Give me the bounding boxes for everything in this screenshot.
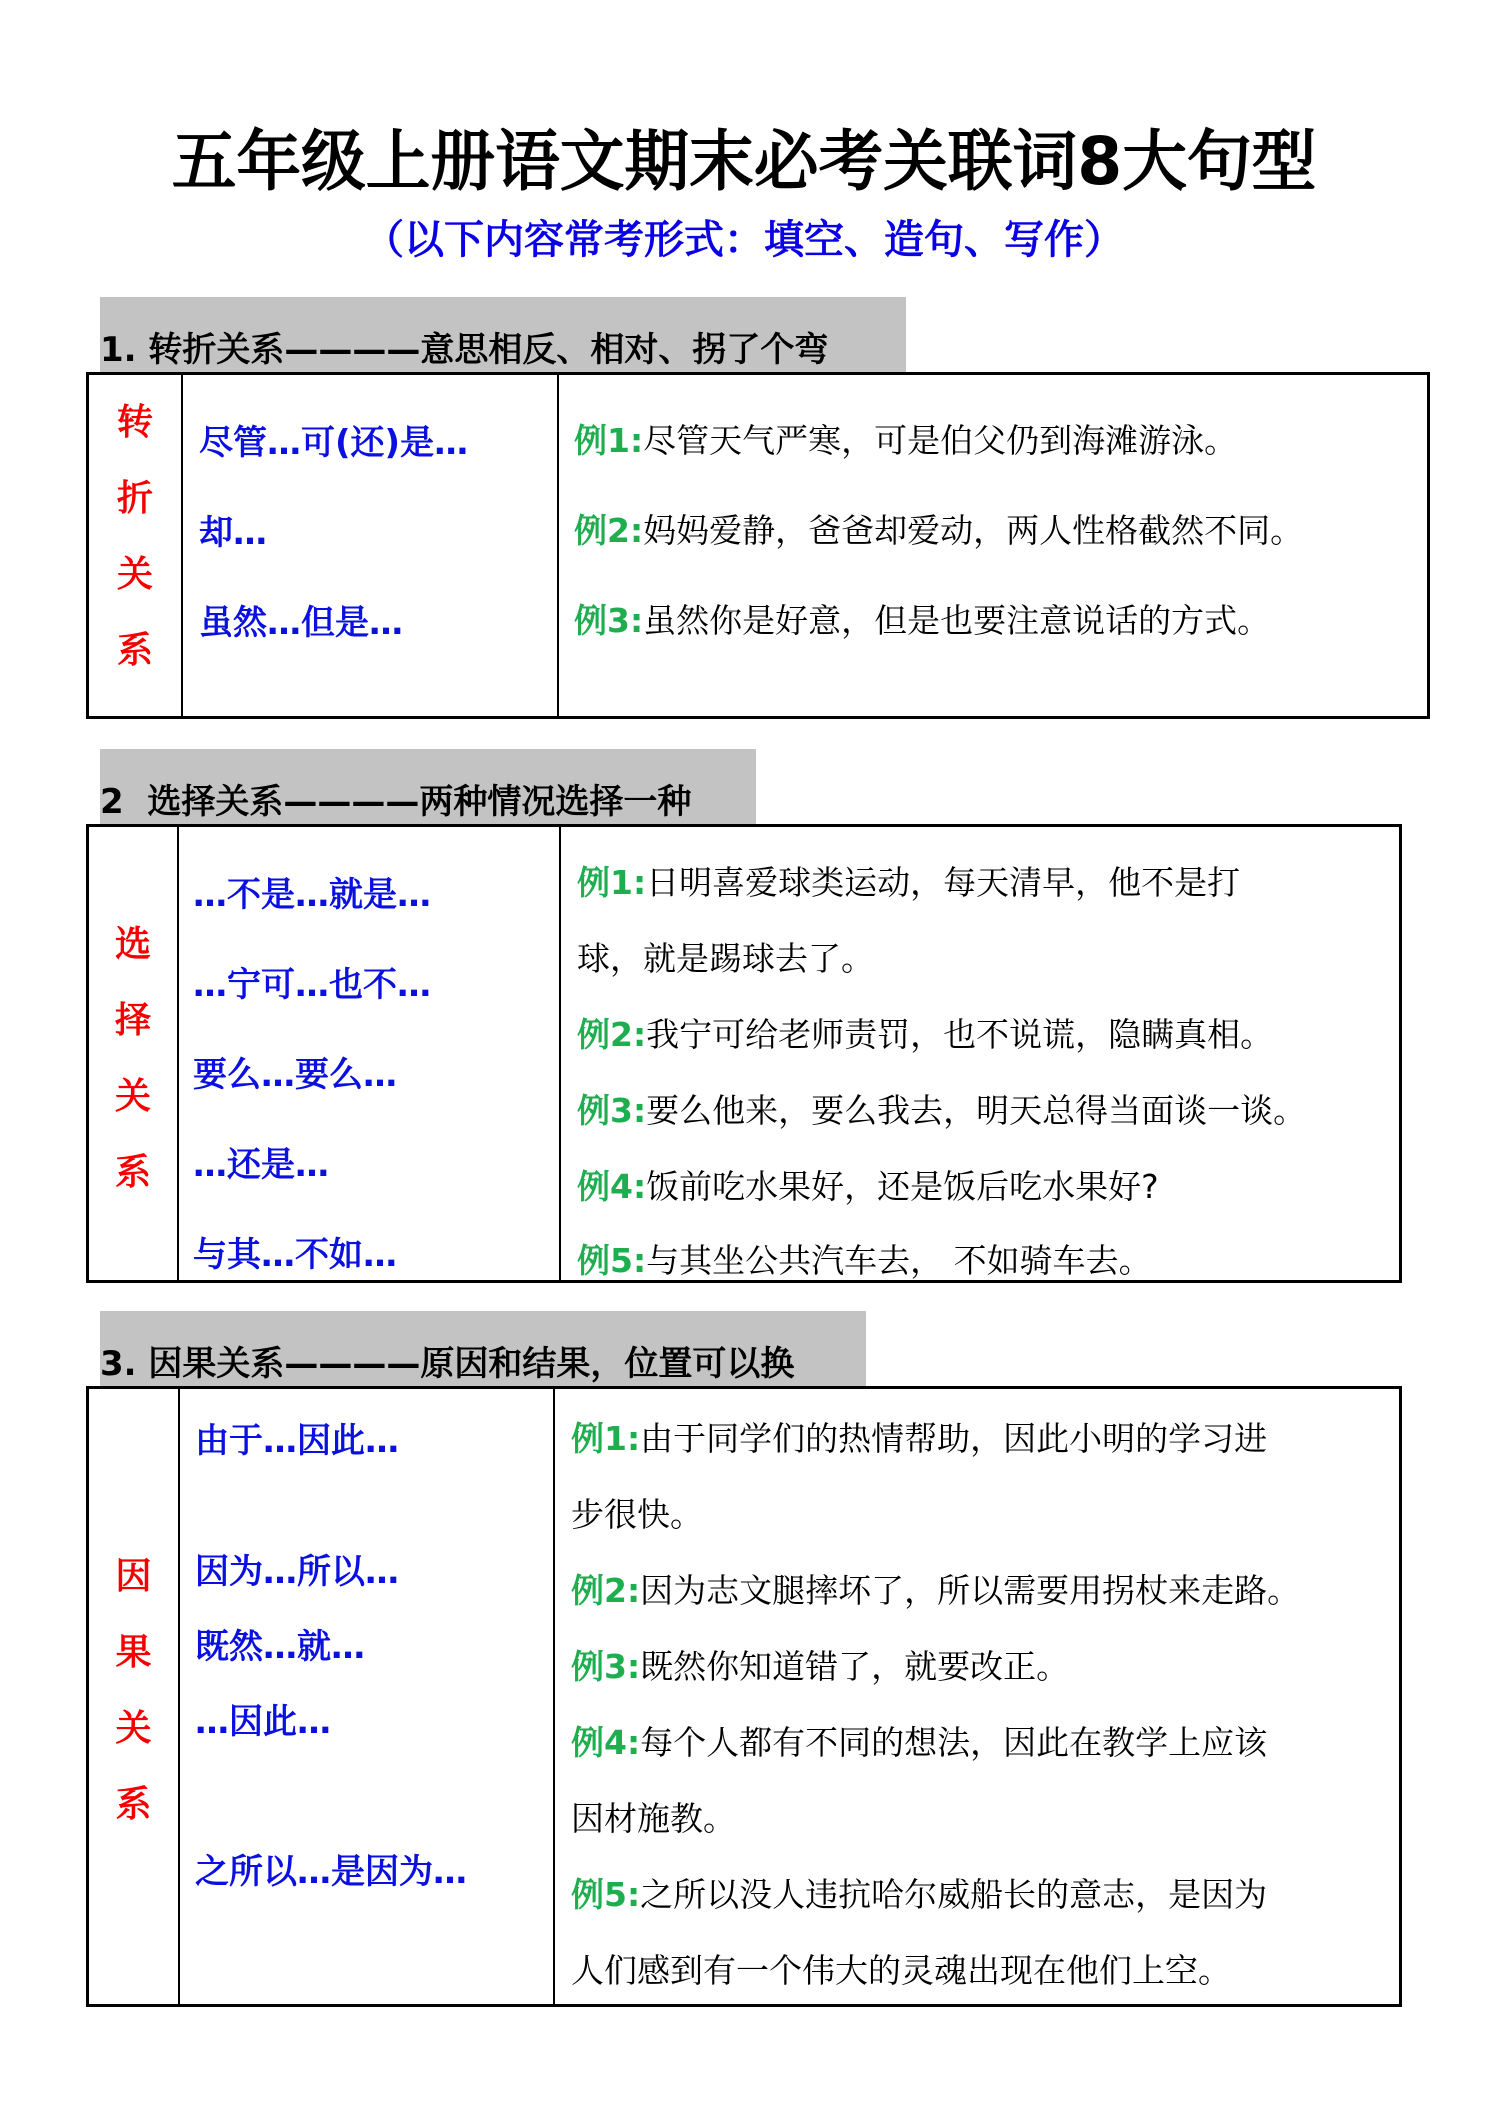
example-sentence: 例5:与其坐公共汽车去， 不如骑车去。 — [577, 1241, 1152, 1280]
category-label: 选 择 关 系 — [114, 924, 151, 1193]
keyword-pattern: 虽然…但是… — [199, 603, 403, 643]
table-choice — [86, 824, 1402, 1283]
category-label: 转 折 关 系 — [116, 402, 153, 671]
example-sentence: 例2:我宁可给老师责罚，也不说谎，隐瞒真相。 — [577, 1015, 1274, 1054]
column-divider — [177, 827, 179, 1280]
column-divider — [559, 827, 561, 1280]
keyword-pattern: 与其…不如… — [193, 1235, 397, 1275]
column-divider — [557, 375, 559, 716]
keyword-pattern: 却… — [199, 513, 267, 553]
keyword-pattern: …还是… — [193, 1145, 329, 1185]
example-sentence: 例4:饭前吃水果好，还是饭后吃水果好? — [577, 1167, 1159, 1206]
example-label: 例4: — [577, 1167, 647, 1206]
example-sentence: 例1:日明喜爱球类运动，每天清早，他不是打 — [577, 863, 1241, 902]
example-label: 例1: — [574, 421, 644, 460]
section-header-contrast — [100, 297, 906, 373]
section-header-text: 1. 转折关系————意思相反、相对、拐了个弯 — [100, 330, 829, 370]
keyword-pattern: 之所以…是因为… — [195, 1852, 467, 1892]
section-header-choice — [100, 749, 756, 825]
column-divider — [553, 1389, 555, 2004]
table-cause-effect — [86, 1386, 1402, 2007]
category-label: 因 果 关 系 — [115, 1556, 152, 1825]
example-sentence-continued: 因材施教。 — [571, 1799, 736, 1838]
keyword-pattern: 要么…要么… — [193, 1055, 397, 1095]
example-sentence: 例3:既然你知道错了，就要改正。 — [571, 1647, 1070, 1686]
keyword-pattern: 因为…所以… — [195, 1552, 399, 1592]
keyword-pattern: 尽管…可(还)是… — [199, 423, 469, 463]
example-label: 例2: — [571, 1571, 641, 1610]
example-sentence: 例5:之所以没人违抗哈尔威船长的意志，是因为 — [571, 1875, 1268, 1914]
example-label: 例3: — [571, 1647, 641, 1686]
example-label: 例3: — [574, 601, 644, 640]
keyword-pattern: …不是…就是… — [193, 875, 431, 915]
example-label: 例1: — [571, 1419, 641, 1458]
example-label: 例5: — [577, 1241, 647, 1280]
column-divider — [178, 1389, 180, 2004]
section-header-text: 2 选择关系————两种情况选择一种 — [100, 782, 692, 822]
example-sentence: 例2:因为志文腿摔坏了，所以需要用拐杖来走路。 — [571, 1571, 1301, 1610]
example-sentence: 例4:每个人都有不同的想法，因此在教学上应该 — [571, 1723, 1268, 1762]
example-label: 例2: — [574, 511, 644, 550]
keyword-pattern: 既然…就… — [195, 1627, 365, 1667]
example-sentence: 例2:妈妈爱静，爸爸却爱动，两人性格截然不同。 — [574, 511, 1304, 550]
table-contrast — [86, 372, 1430, 719]
example-sentence-continued: 步很快。 — [571, 1495, 703, 1534]
keyword-pattern: …宁可…也不… — [193, 965, 431, 1005]
example-sentence: 例3:虽然你是好意，但是也要注意说话的方式。 — [574, 601, 1271, 640]
example-sentence: 例1:尽管天气严寒，可是伯父仍到海滩游泳。 — [574, 421, 1238, 460]
example-label: 例1: — [577, 863, 647, 902]
example-label: 例2: — [577, 1015, 647, 1054]
example-sentence: 例3:要么他来，要么我去，明天总得当面谈一谈。 — [577, 1091, 1307, 1130]
example-label: 例5: — [571, 1875, 641, 1914]
section-header-cause-effect — [100, 1311, 866, 1387]
section-header-text: 3. 因果关系————原因和结果，位置可以换 — [100, 1344, 795, 1384]
column-divider — [181, 375, 183, 716]
keyword-pattern: 由于…因此… — [195, 1421, 399, 1461]
example-sentence: 例1:由于同学们的热情帮助，因此小明的学习进 — [571, 1419, 1268, 1458]
example-sentence-continued: 人们感到有一个伟大的灵魂出现在他们上空。 — [571, 1951, 1231, 1990]
example-sentence-continued: 球，就是踢球去了。 — [577, 939, 874, 978]
page-subtitle: （以下内容常考形式：填空、造句、写作） — [364, 217, 1124, 263]
example-label: 例3: — [577, 1091, 647, 1130]
example-label: 例4: — [571, 1723, 641, 1762]
page-title: 五年级上册语文期末必考关联词8大句型 — [171, 123, 1317, 200]
keyword-pattern: …因此… — [195, 1702, 331, 1742]
